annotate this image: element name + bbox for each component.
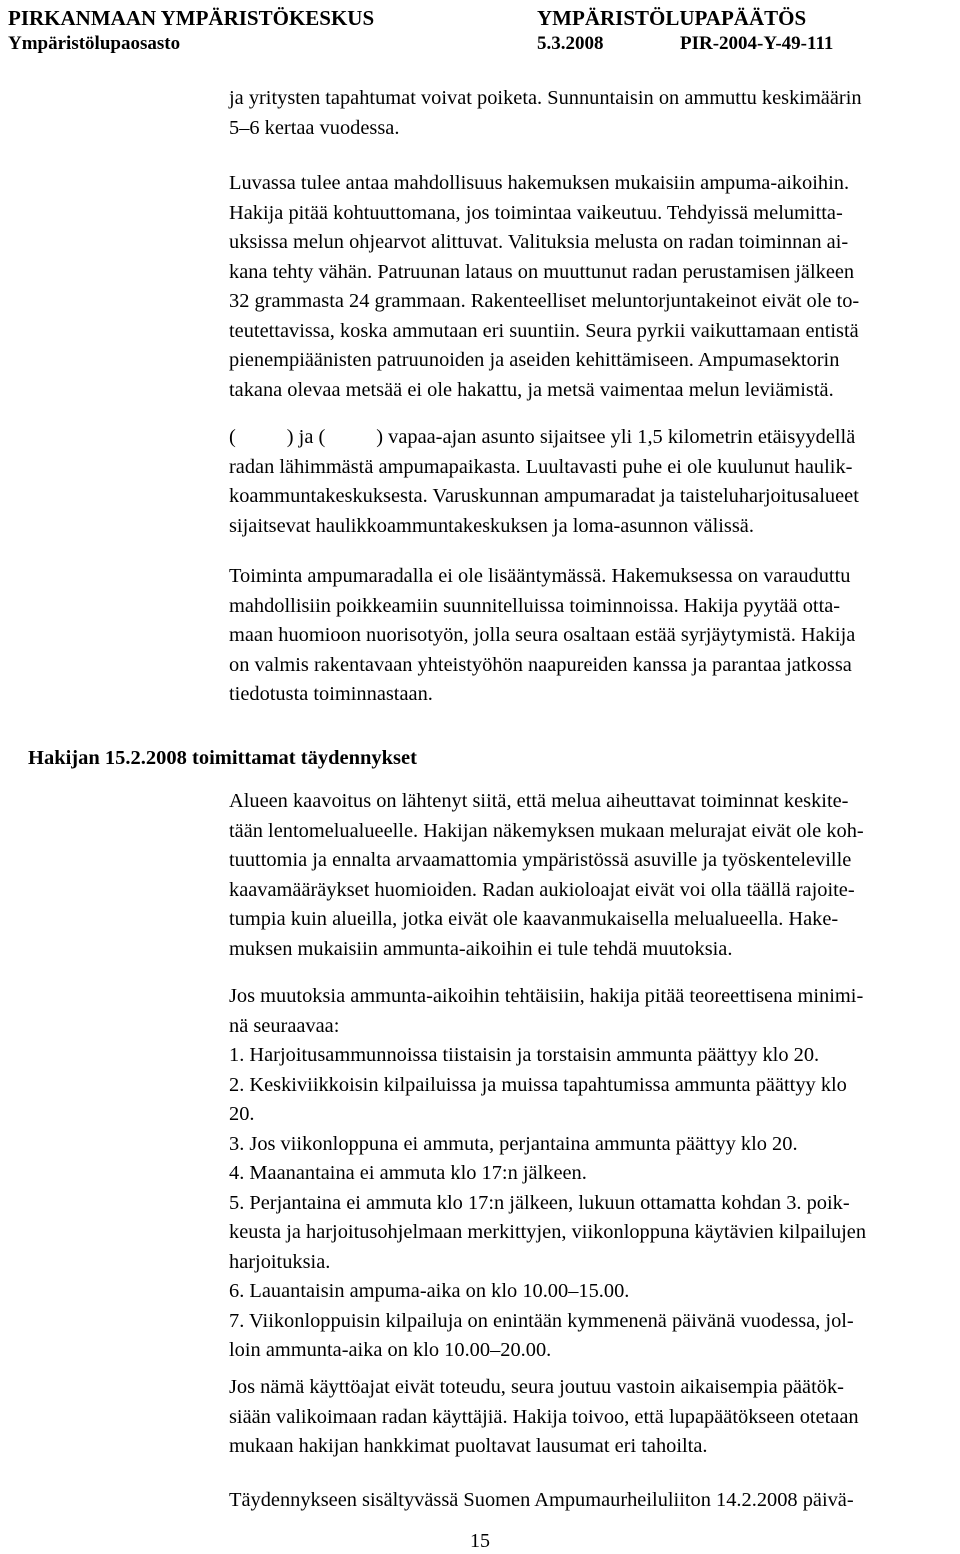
section-paragraph-1 bbox=[229, 787, 956, 964]
text-line: tumpia kuin alueilla, jotka eivät ole kaavanmukaisella melualueella. Hake- bbox=[229, 908, 839, 930]
text-line: 5–6 kertaa vuodessa. bbox=[229, 116, 400, 139]
text-line: teutettavissa, koska ammutaan eri suuntiin. Seura pyrkii vaikuttamaan entistä bbox=[229, 319, 859, 342]
paragraph-1 bbox=[229, 84, 956, 143]
section-paragraph-3 bbox=[229, 1373, 956, 1462]
text-line: 32 grammasta 24 grammaan. Rakenteelliset meluntorjuntakeinot eivät ole to- bbox=[229, 290, 860, 312]
text-line: Hakija pitää kohtuuttomana, jos toimintaa vaikeutuu. Tehdyissä melumitta- bbox=[229, 201, 843, 224]
list-item: 7. Viikonloppuisin kilpailuja on enintään kymmenenä päivänä vuodessa, jol- bbox=[229, 1309, 854, 1332]
header-date: 5.3.2008 bbox=[537, 33, 604, 54]
text-line: Toiminta ampumaradalla ei ole lisääntymässä. Hakemuksessa on varauduttu bbox=[229, 565, 851, 587]
text-line: 20. bbox=[229, 1103, 255, 1125]
section-heading: Hakijan 15.2.2008 toimittamat täydennykset bbox=[28, 747, 417, 769]
list-item: 3. Jos viikonloppuna ei ammuta, perjantaina ammunta päättyy klo 20. bbox=[229, 1132, 798, 1155]
header-case-id: PIR-2004-Y-49-111 bbox=[680, 33, 834, 54]
page-number: 15 bbox=[470, 1530, 490, 1552]
header-organization: PIRKANMAAN YMPÄRISTÖKESKUS bbox=[8, 6, 375, 30]
text-line: muksen mukaisiin ammunta-aikoihin ei tule tehdä muutoksia. bbox=[229, 937, 733, 960]
paragraph-4 bbox=[229, 562, 956, 710]
text-line: uksissa melun ohjearvot alittuvat. Valituksia melusta on radan toiminnan ai- bbox=[229, 231, 849, 253]
text-line: mahdollisiin poikkeamiin suunnitelluissa toiminnoissa. Hakija pyytää otta- bbox=[229, 594, 841, 617]
text-line: Jos nämä käyttöajat eivät toteudu, seura joutuu vastoin aikaisempia päätök- bbox=[229, 1376, 844, 1398]
text-line: Täydennykseen sisältyvässä Suomen Ampumaurheiluliiton 14.2.2008 päivä- bbox=[229, 1489, 854, 1511]
text-line: keusta ja harjoitusohjelmaan merkittyjen, viikonloppuna käytävien kilpailujen bbox=[229, 1221, 867, 1243]
list-item: 4. Maanantaina ei ammuta klo 17:n jälkeen. bbox=[229, 1162, 587, 1184]
text-line: sijaitsevat haulikkoammuntakeskuksen ja loma-asunnon välissä. bbox=[229, 514, 754, 537]
text-line: on valmis rakentavaan yhteistyöhön naapureiden kanssa ja parantaa jatkossa bbox=[229, 653, 852, 676]
paragraph-2 bbox=[229, 169, 956, 405]
text-line: tään lentomelualueelle. Hakijan näkemyksen mukaan melurajat eivät ole koh- bbox=[229, 819, 864, 842]
text-line: nä seuraavaa: bbox=[229, 1014, 340, 1037]
text-line: radan lähimmästä ampumapaikasta. Luultavasti puhe ei ole kuulunut haulik- bbox=[229, 455, 853, 478]
header-document-type: YMPÄRISTÖLUPAPÄÄTÖS bbox=[537, 6, 807, 30]
text-line: mukaan hakijan hankkimat puoltavat lausumat eri tahoilta. bbox=[229, 1435, 708, 1457]
text-line: Luvassa tulee antaa mahdollisuus hakemuksen mukaisiin ampuma-aikoihin. bbox=[229, 172, 850, 194]
list-item: 2. Keskiviikkoisin kilpailuissa ja muissa tapahtumissa ammunta päättyy klo bbox=[229, 1073, 847, 1096]
text-line: kaavamääräykset huomioiden. Radan aukioloajat eivät voi olla täällä rajoite- bbox=[229, 878, 855, 901]
list-item: 6. Lauantaisin ampuma-aika on klo 10.00–15.00. bbox=[229, 1280, 630, 1302]
section-paragraph-2 bbox=[229, 982, 956, 1366]
text-line: siään valikoimaan radan käyttäjiä. Hakija toivoo, että lupapäätökseen otetaan bbox=[229, 1405, 859, 1428]
list-item: 1. Harjoitusammunnoissa tiistaisin ja torstaisin ammunta päättyy klo 20. bbox=[229, 1044, 820, 1066]
header-department: Ympäristölupaosasto bbox=[8, 33, 181, 54]
text-line: tiedotusta toiminnastaan. bbox=[229, 683, 433, 705]
section-paragraph-4 bbox=[229, 1486, 956, 1516]
text-line: pienempiäänisten patruunoiden ja aseiden kehittämiseen. Ampumasektorin bbox=[229, 349, 840, 371]
text-line: Alueen kaavoitus on lähtenyt siitä, että melua aiheuttavat toiminnat keskite- bbox=[229, 790, 849, 812]
list-item: 5. Perjantaina ei ammuta klo 17:n jälkeen, lukuun ottamatta kohdan 3. poik- bbox=[229, 1191, 850, 1214]
text-line: Jos muutoksia ammunta-aikoihin tehtäisiin, hakija pitää teoreettisena minimi- bbox=[229, 985, 864, 1007]
text-line: ( ) ja ( ) vapaa-ajan asunto sijaitsee yli 1,5 kilometrin etäisyydellä bbox=[229, 426, 856, 448]
text-line: maan huomioon nuorisotyön, jolla seura osaltaan estää syrjäytymistä. Hakija bbox=[229, 624, 856, 646]
text-line: kana tehty vähän. Patruunan lataus on muuttunut radan perustamisen jälkeen bbox=[229, 260, 855, 283]
text-line: ja yritysten tapahtumat voivat poiketa. Sunnuntaisin on ammuttu keskimäärin bbox=[229, 87, 862, 109]
text-line: koammuntakeskuksesta. Varuskunnan ampumaradat ja taisteluharjoitusalueet bbox=[229, 485, 859, 507]
text-line: loin ammunta-aika on klo 10.00–20.00. bbox=[229, 1339, 552, 1361]
text-line: harjoituksia. bbox=[229, 1250, 331, 1273]
text-line: tuuttomia ja ennalta arvaamattomia ympäristössä asuville ja työskenteleville bbox=[229, 849, 852, 871]
paragraph-3 bbox=[229, 423, 956, 541]
text-line: takana olevaa metsää ei ole hakattu, ja metsä vaimentaa melun leviämistä. bbox=[229, 378, 834, 401]
